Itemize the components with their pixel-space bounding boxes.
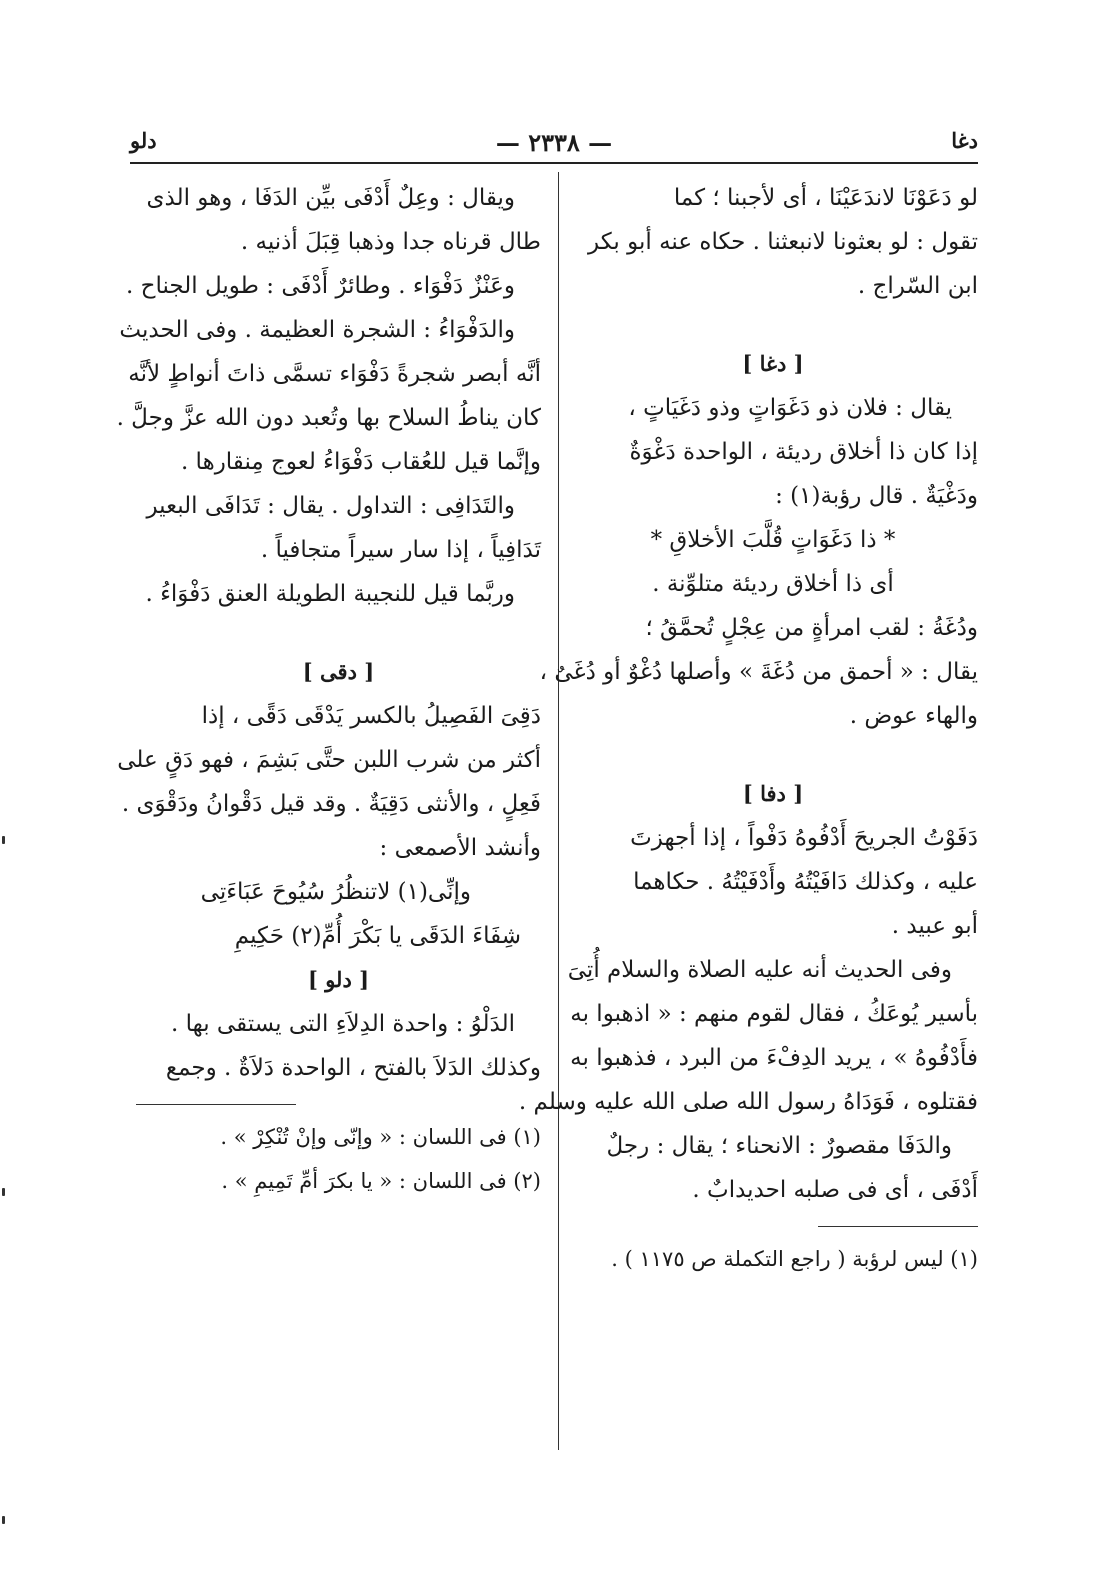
text-line: والهاء عوض . <box>849 703 978 729</box>
text-line: أكثر من شرب اللبن حتَّى بَشِمَ ، فهو دَقٍ على <box>117 747 541 773</box>
text-line: وأنشد الأصمعى : <box>379 835 541 861</box>
text-line: طال قرناه جدا وذهبا قِبَلَ أذنيه . <box>240 229 541 255</box>
footnote: (٢) فى اللسان : « يا بكرَ أمِّ تَمِيمِ » . <box>221 1169 541 1193</box>
verse-line: * ذا دَغَوَاتٍ قُلَّبَ الأخلاقِ * <box>650 527 896 553</box>
text-line: والدَفْوَاءُ : الشجرة العظيمة . وفى الحديث <box>119 317 515 343</box>
margin-mark <box>2 1516 5 1524</box>
text-line: أبو عبيد . <box>891 913 978 939</box>
text-line: وفى الحديث أنه عليه الصلاة والسلام أُتِىَ <box>567 957 952 983</box>
header-root-right: دغا <box>951 128 978 153</box>
text-line: أَدْفَى ، أى فى صلبه احديدابٌ . <box>692 1177 978 1203</box>
footnote-rule <box>818 1226 978 1227</box>
text-line: وربَّما قيل للنجيبة الطويلة العنق دَفْوَاءُ . <box>145 581 515 607</box>
text-line: وعَنْزٌ دَفْوَاء . وطائرٌ أَدْفَى : طويل الجناح . <box>125 273 515 299</box>
text-line: كان يناطُ السلاح بها وتُعبد دون الله عزَّ وجلَّ . <box>116 405 541 431</box>
text-line: والتَدَافِى : التداول . يقال : تَدَافَى البعير <box>146 493 515 519</box>
margin-mark <box>2 1188 5 1196</box>
verse-line: وإنِّى(١) لاتنظُرُ سُيُوحَ عَبَاءَتِى <box>200 879 471 905</box>
left-column <box>116 176 541 1203</box>
entry-heading: [ دلو ] <box>307 967 370 992</box>
footnote-rule <box>136 1104 296 1105</box>
text-line: لو دَعَوْنَا لاندَعَيْنَا ، أى لأجبنا ؛ كما <box>673 185 978 211</box>
footnote: (١) ليس لرؤبة ( راجع التكملة ص ١١٧٥ ) . <box>611 1247 978 1271</box>
page-number: — ٢٣٣٨ — <box>495 128 613 157</box>
text-line: إذا كان ذا أخلاق رديئة ، الواحدة دَغْوَةٌ <box>629 439 978 465</box>
column-divider <box>558 172 559 1450</box>
footnote: (١) فى اللسان : « وإنّى وإنْ تُنْكِرْ » . <box>220 1125 541 1149</box>
header-root-left: دلو <box>130 128 157 153</box>
text-line: وكذلك الدَلاَ بالفتح ، الواحدة دَلاَةٌ . وجمع <box>165 1055 541 1081</box>
text-line: دَفَوْتُ الجريحَ أَدْفُوهُ دَفْواً ، إذا أجهزتَ <box>630 825 978 851</box>
entry-heading: [ دغا ] <box>742 351 804 376</box>
entry-heading: [ دفا ] <box>742 781 804 806</box>
text-line: ويقال : وعِلٌ أَدْفَى بيِّن الدَفَا ، وهو الذى <box>146 185 515 211</box>
text-line: يقال : « أحمق من دُغَةَ » وأصلها دُغْوٌ أو دُغَىٌ ، <box>539 659 978 685</box>
right-column <box>518 176 978 1281</box>
text-line: والدَفَا مقصورٌ : الانحناء ؛ يقال : رجلٌ <box>606 1133 952 1159</box>
text-line: الدَلْوُ : واحدة الدِلاَءِ التى يستقى بها . <box>170 1011 515 1037</box>
text-line: تقول : لو بعثونا لانبعثنا . حكاه عنه أبو بكر <box>588 229 978 255</box>
header-rule <box>130 162 978 164</box>
text-line: تَدَافِياً ، إذا سار سيراً متجافياً . <box>260 537 541 563</box>
text-line: فقتلوه ، فَوَدَاهُ رسول الله صلى الله عليه وسلم . <box>518 1089 978 1115</box>
text-line: أى ذا أخلاق رديئة متلوِّنة . <box>652 571 894 597</box>
text-line: ودَغْيَةٌ . قال رؤبة(١) : <box>775 483 978 509</box>
verse-line: شِفَاءَ الدَقَى يا بَكْرَ أُمِّ(٢) حَكِيمِ <box>234 923 521 949</box>
text-line: بأسير يُوعَكُ ، فقال لقوم منهم : « اذهبوا به <box>570 1001 978 1027</box>
running-header <box>130 128 978 160</box>
text-line: يقال : فلان ذو دَغَوَاتٍ وذو دَغَيَاتٍ ، <box>628 395 952 421</box>
text-line: ابن السّراج . <box>857 273 978 299</box>
margin-mark <box>2 836 5 844</box>
text-line: أنَّه أبصر شجرةً دَفْوَاء تسمَّى ذاتَ أنواطٍ لأنَّه <box>128 361 541 387</box>
text-line: ودُغَةُ : لقب امرأةٍ من عِجْلٍ تُحمَّقُ ؛ <box>645 615 978 641</box>
text-line: عليه ، وكذلك دَافَيْتُهُ وأَدْفَيْتُهُ . حكاهما <box>633 869 978 895</box>
text-line: وإنَّما قيل للعُقاب دَفْوَاءُ لعوج مِنقارها . <box>180 449 541 475</box>
text-line: فأَدْفُوهُ » ، يريد الدِفْءَ من البرد ، فذهبوا به <box>570 1045 978 1071</box>
text-line: دَقِىَ الفَصِيلُ بالكسر يَدْقَى دَقًى ، إذا <box>201 703 541 729</box>
entry-heading: [ دقى ] <box>302 659 375 684</box>
text-line: فَعِلٍ ، والأنثى دَقِيَةٌ . وقد قيل دَقْوانُ ودَقْوَى . <box>121 791 541 817</box>
